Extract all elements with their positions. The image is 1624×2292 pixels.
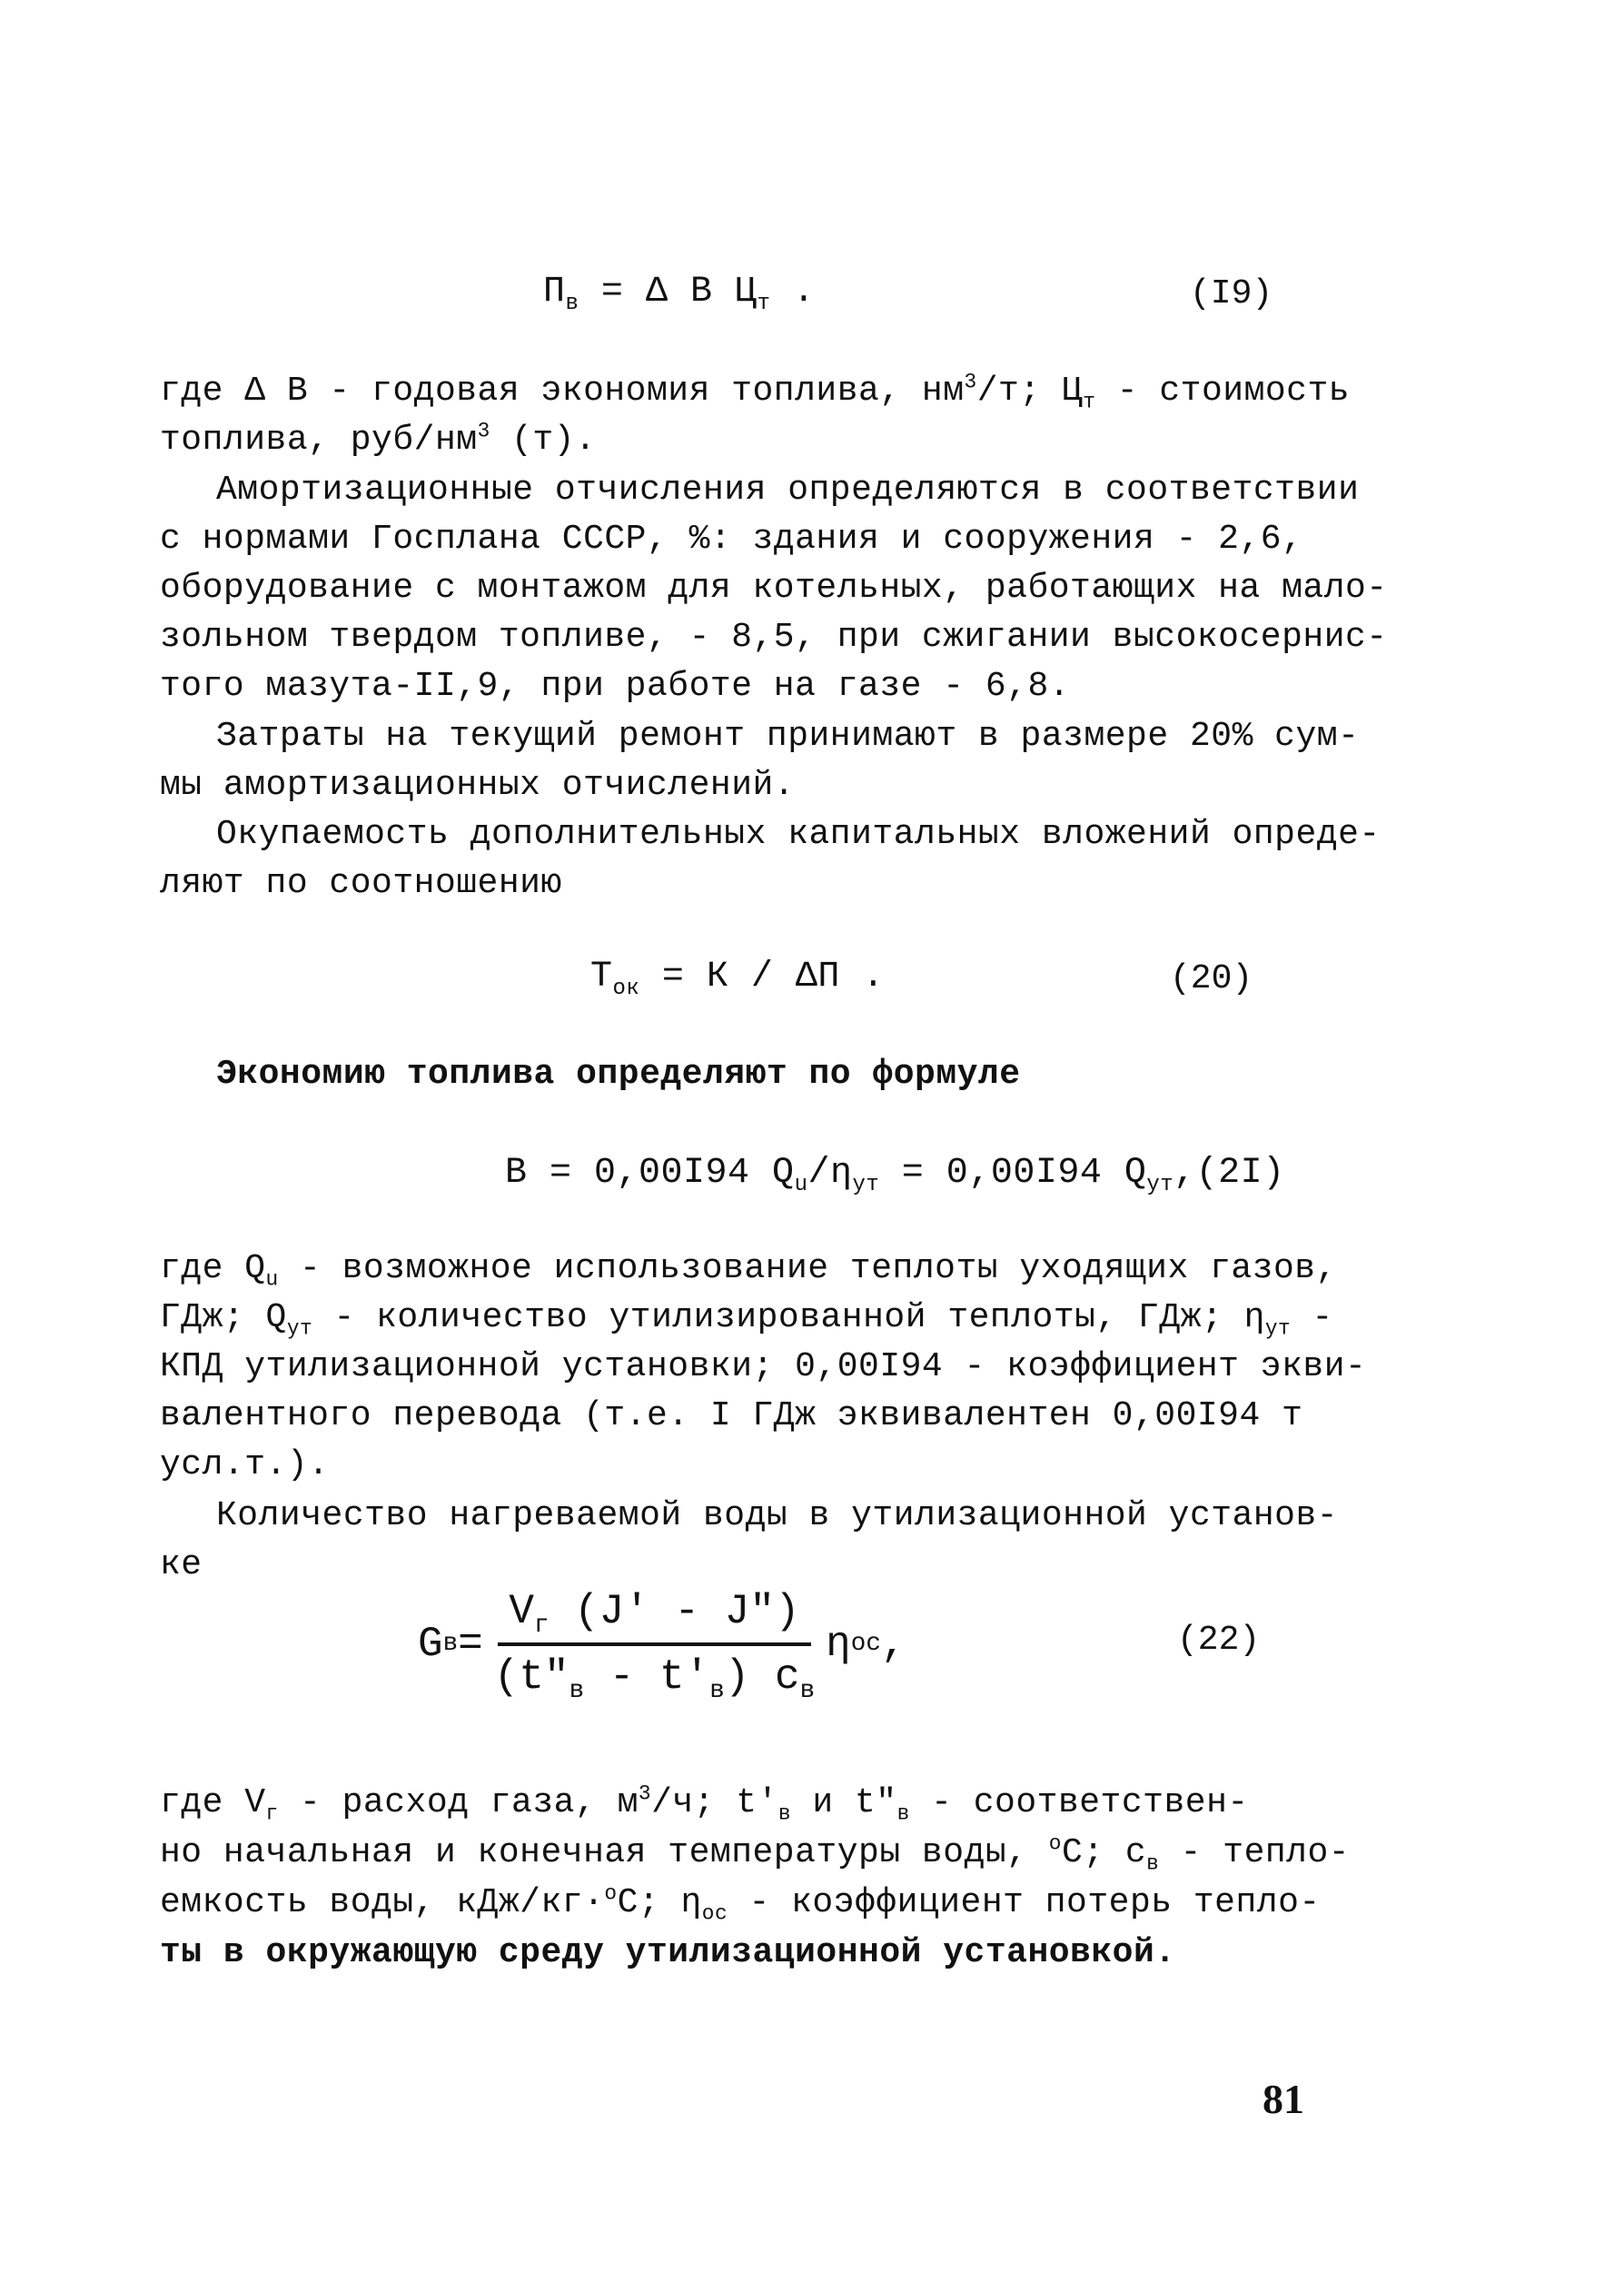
para6-line2-a: ГДж; Q: [160, 1298, 287, 1337]
para3-line1: Затраты на текущий ремонт принимают в размере 20% сум-: [216, 717, 1360, 756]
eq21-c-sub: ут: [1146, 1173, 1174, 1197]
para8-line2-sup: о: [1048, 1831, 1062, 1856]
para2-line4: зольном твердом топливе, - 8,5, при сжигании высокосернис-: [160, 618, 1388, 657]
para1-line1-a: где Δ В - годовая экономия топлива, нм: [160, 372, 965, 411]
para8-line1-b: - расход газа, м: [278, 1783, 639, 1822]
para8-line2: [160, 1831, 1351, 1876]
para1-line2-sup: 3: [477, 419, 490, 443]
para6-line2-c: -: [1291, 1298, 1333, 1337]
eq19-delta-b: Δ В: [645, 272, 735, 313]
para4-line1: Окупаемость дополнительных капитальных вложений опреде-: [216, 815, 1381, 854]
para8-line1-a: где V: [160, 1783, 266, 1822]
para7-line2: ке: [160, 1545, 203, 1584]
eq21-a: В = 0,00I94 Q: [505, 1153, 795, 1194]
para8-line4: ты в окружающую среду утилизационной установкой.: [160, 1933, 1176, 1972]
para8-line1-d: и t": [791, 1783, 897, 1822]
para8-line2-b: С; с: [1061, 1833, 1147, 1872]
para8-line1-sub3: в: [896, 1801, 910, 1826]
para8-line1: [160, 1781, 1249, 1826]
eq22-num-b: (J' - J"): [549, 1588, 800, 1635]
eq21-b-sub: ут: [852, 1173, 880, 1197]
para8-line2-sub: в: [1146, 1851, 1160, 1876]
eq22-num-sub: г: [533, 1612, 550, 1641]
para6-line5: усл.т.).: [160, 1445, 330, 1484]
eq19-tail: .: [770, 272, 816, 313]
eq19-lhs: П: [543, 272, 566, 313]
page-number: 81: [1263, 2076, 1304, 2122]
para6-line1-sub: u: [265, 1267, 279, 1292]
para6-line2-sub: ут: [286, 1316, 313, 1341]
eq22-numerator: [498, 1588, 810, 1646]
para1-line1-b: /т; Ц: [976, 372, 1084, 411]
equation-21: [505, 1153, 1285, 1197]
eq22-den-sub2: в: [709, 1677, 725, 1706]
para1-line1-sub: т: [1083, 390, 1096, 414]
para2-line1: Амортизационные отчисления определяются в соответствии: [216, 471, 1360, 510]
para3-line2: мы амортизационных отчислений.: [160, 766, 796, 805]
eq22-den-b: - t': [584, 1653, 710, 1701]
para6-line2-b: - количество утилизированной теплоты, ГДж; η: [312, 1298, 1265, 1337]
eq22-equals: =: [458, 1621, 483, 1668]
para8-line2-a: но начальная и конечная температуры воды,: [160, 1833, 1049, 1872]
eq22-eta: η: [826, 1621, 851, 1668]
para1-line2-a: топлива, руб/нм: [160, 421, 478, 460]
eq21-b: /η: [807, 1153, 853, 1194]
eq22-fraction: [483, 1588, 826, 1706]
para8-line2-c: - тепло-: [1159, 1833, 1351, 1872]
para6-line3: КПД утилизационной установки; 0,00I94 - коэффициент экви-: [160, 1347, 1367, 1386]
eq19-number: (I9): [1190, 274, 1273, 313]
para4-line2: ляют по соотношению: [160, 864, 562, 903]
equation-20: [590, 957, 885, 1001]
para1-line1-sup: 3: [964, 370, 977, 394]
eq19-price-sub: т: [757, 292, 771, 316]
eq19-equals: =: [579, 272, 646, 313]
para8-line1-sup: 3: [638, 1781, 652, 1806]
para6-line1-b: - возможное использование теплоты уходящих газов,: [278, 1249, 1337, 1288]
eq22-den-sub3: в: [799, 1677, 816, 1706]
eq20-lhs-sub: ок: [612, 977, 640, 1001]
para8-line3-c: - коэффициент потерь тепло-: [728, 1883, 1321, 1922]
para8-line1-sub2: в: [777, 1801, 792, 1826]
eq19-price: Ц: [734, 272, 758, 313]
para6-line1: [160, 1249, 1337, 1292]
eq22-den-sub1: в: [569, 1677, 585, 1706]
para2-line5: того мазута-II,9, при работе на газе - 6,8.: [160, 667, 1071, 706]
eq19-lhs-sub: в: [565, 292, 579, 316]
para8-line3: [160, 1881, 1321, 1926]
para6-line4: валентного перевода (т.е. I ГДж эквивалентен 0,00I94 т: [160, 1396, 1303, 1435]
eq21-a-sub: u: [794, 1173, 808, 1197]
para6-line1-a: где Q: [160, 1249, 266, 1288]
eq22-num-a: V: [509, 1588, 534, 1635]
equation-19: [543, 272, 816, 316]
para8-line1-c: /ч; t': [651, 1783, 778, 1822]
para8-line1-sub: г: [265, 1801, 279, 1826]
para1-line1-c: - стоимость: [1095, 372, 1351, 411]
equation-22: G в = $\frac{V_г (J' - J")}{(t"_в - t'_в) c_в}$ η ос ,: [418, 1588, 906, 1706]
para5-line1: Экономию топлива определяют по формуле: [216, 1055, 1021, 1094]
eq22-number: (22): [1177, 1621, 1261, 1660]
eq22-denominator: [483, 1646, 826, 1706]
para1-line1: [160, 370, 1351, 414]
eq20-lhs: Т: [590, 957, 613, 997]
para8-line3-sup: о: [604, 1881, 618, 1906]
para7-line1: Количество нагреваемой воды в утилизационной установ-: [216, 1496, 1339, 1535]
eq22-den-a: (t": [493, 1653, 569, 1701]
eq21-c: = 0,00I94 Q: [879, 1153, 1147, 1194]
eq22-tail: ,: [880, 1621, 906, 1668]
para8-line3-sub: ос: [701, 1901, 728, 1926]
eq20-rhs: = К / ΔП .: [639, 957, 885, 997]
eq22-den-c: ) c: [724, 1653, 800, 1701]
eq22-lhs: G: [418, 1621, 443, 1668]
para2-line3: оборудование с монтажом для котельных, работающих на мало-: [160, 569, 1388, 608]
eq21-number: ,(2I): [1173, 1153, 1285, 1194]
para6-line2-sub2: ут: [1264, 1316, 1292, 1341]
para8-line3-b: С; η: [617, 1883, 702, 1922]
para2-line2: с нормами Госплана СССР, %: здания и сооружения - 2,6,: [160, 520, 1303, 559]
para1-line2-b: (т).: [490, 421, 597, 460]
para8-line3-a: емкость воды, кДж/кг·: [160, 1883, 605, 1922]
para1-line2: [160, 419, 597, 460]
para8-line1-e: - соответствен-: [909, 1783, 1249, 1822]
eq20-number: (20): [1170, 959, 1253, 998]
para6-line2: [160, 1298, 1333, 1341]
